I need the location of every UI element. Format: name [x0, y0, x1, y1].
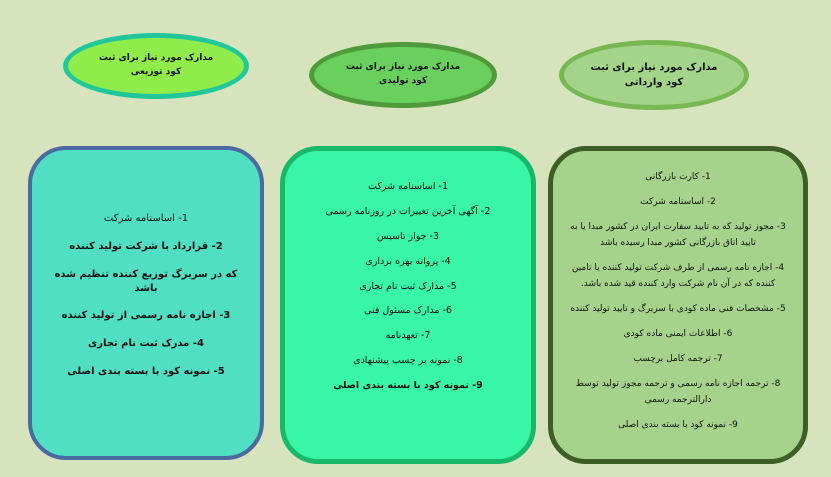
distribution-requirements-panel [28, 146, 264, 460]
production-item: 3- جواز تاسیس [377, 230, 439, 242]
distribution-item: 1- اساسنامه شرکت [103, 213, 189, 224]
import-requirements-panel [548, 146, 808, 464]
import-header-oval [559, 40, 749, 110]
production-item: 8- نمونه بر چسب پیشنهادی [353, 355, 463, 367]
import-header-line-1: مدارک مورد نیاز برای ثبت [590, 61, 718, 73]
distribution-item: 5- نمونه کود با بسته بندی اصلی [67, 365, 225, 377]
production-item: 9- نمونه کود با بسته بندی اصلی [333, 380, 483, 392]
distribution-item: 4- مدرک ثبت نام تجاری [88, 338, 204, 350]
import-item: 4- اجازه نامه رسمی از طرف شرکت تولید کننده یا تامین کننده که در آن نام شرکت وارد کننده قید شده باشد. [571, 263, 785, 289]
production-header-oval [309, 42, 497, 108]
import-item: 3- مجوز تولید که به تایید سفارت ایران در کشور مبدا یا به تایید اتاق بازرگانی کشور مبدا رسیده باشد [570, 222, 786, 248]
distribution-item: 2- قرارداد با شرکت تولید کننده [69, 240, 223, 252]
import-item: 7- ترجمه کامل برچسب [633, 354, 723, 364]
import-item: 5- مشخصات فنی ماده کودی با سربرگ و تایید تولید کننده [570, 304, 786, 314]
production-header-title [346, 61, 460, 89]
import-header-title [590, 60, 717, 91]
production-item: 7- تعهدنامه [385, 330, 431, 342]
production-header-line-2: کود تولیدی [378, 76, 428, 86]
distribution-item: که در سربرگ توزیع کننده تنظیم شده باشد [54, 268, 238, 294]
distribution-header-title [99, 52, 213, 80]
import-item: 1- کارت بازرگانی [645, 172, 711, 182]
production-header-line-1: مدارک مورد نیاز برای ثبت [345, 62, 461, 73]
distribution-header-oval [63, 33, 249, 99]
production-requirements-panel [280, 146, 536, 464]
production-item: 5- مدارک ثبت نام تجاری [359, 280, 457, 292]
import-item: 8- ترجمه اجازه نامه رسمی و ترجمه مجوز تولید توسط دارالترجمه رسمی [575, 379, 781, 405]
import-item: 6- اطلاعات ایمنی ماده کودی [623, 329, 733, 339]
import-item: 9- نمونه کود با بسته بندی اصلی [618, 420, 738, 430]
production-item: 1- اساسنامه شرکت [368, 181, 448, 192]
production-item: 2- آگهی آخرین تغییرات در روزنامه رسمی [325, 205, 491, 217]
production-item: 6- مدارک مسئول فنی [364, 305, 452, 317]
distribution-item: 3- اجازه نامه رسمی از تولید کننده [61, 310, 231, 322]
production-item: 4- پروانه بهره برداری [365, 255, 451, 267]
import-item: 2- اساسنامه شرکت [640, 197, 716, 207]
import-header-line-2: کود وارداتی [624, 77, 684, 88]
distribution-header-line-1: مدارک مورد نیاز برای ثبت [98, 53, 214, 64]
distribution-header-line-2: کود توزیعی [130, 67, 182, 77]
